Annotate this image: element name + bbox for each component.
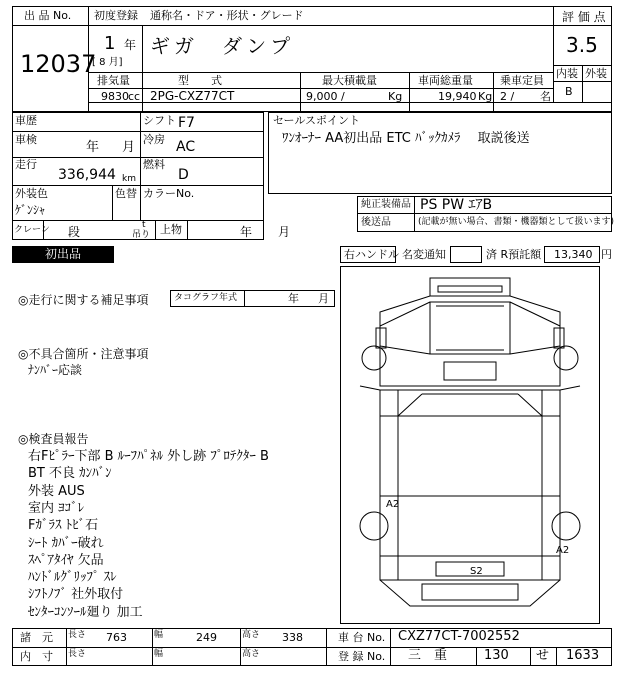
inner-width-label: 幅: [154, 649, 164, 659]
inspector-report-line: ｽﾍﾟｱﾀｲﾔ 欠品: [28, 552, 104, 568]
windshield: [430, 302, 510, 354]
crane-hang: 吊り: [132, 230, 151, 240]
model-value: 2PG-CXZ77CT: [150, 89, 235, 103]
score-label: 評 価 点: [562, 10, 606, 24]
max-load-value: 9,000 /: [306, 90, 345, 103]
crane-ton: t: [142, 220, 146, 230]
outer-width-label: 幅: [154, 630, 164, 640]
damage-mark-left: A2: [386, 499, 400, 510]
upper-body-year: 年: [240, 225, 253, 239]
outer-width-value: 249: [196, 631, 217, 644]
lot-label: 出 品 No.: [24, 9, 72, 22]
sales-point-label: セールスポイント: [273, 114, 361, 127]
color-label: 外装色: [15, 187, 48, 200]
first-registration-label: 初度登録: [94, 9, 138, 22]
inspector-report-line: Fｶﾞﾗｽ ﾄﾋﾞ石: [28, 518, 99, 534]
driving-notes-label: ◎走行に関する補足事項: [18, 293, 149, 307]
inner-dimension-label: 内 寸: [20, 650, 53, 663]
first-listing-badge: 初出品: [12, 246, 114, 263]
registration-class: 130: [484, 648, 509, 663]
registration-kana: せ: [536, 648, 550, 663]
later-items-note: (記載が無い場合、書類・機器類として扱います): [418, 217, 615, 227]
outer-length-value: 763: [106, 631, 127, 644]
outer-length-label: 長さ: [68, 630, 87, 640]
color-number-label: カラーNo.: [143, 187, 195, 200]
tachograph-month: 月: [318, 292, 329, 305]
registration-label: 登 録 No.: [338, 650, 386, 663]
cab-top-panel: [430, 278, 510, 296]
interior-grade: B: [565, 85, 573, 98]
rear-right-wheel: [552, 512, 580, 540]
dash-panel: [444, 362, 496, 380]
recycle-label: 済 R預託額: [486, 248, 542, 261]
outer-height-label: 高さ: [242, 630, 261, 640]
inspector-report-line: 右Fﾋﾟﾗｰ下部 B ﾙｰﾌﾊﾟﾈﾙ 外し跡 ﾌﾟﾛﾃｸﾀｰ B: [28, 449, 269, 464]
cab-body: [380, 296, 560, 386]
front-right-wheel: [554, 346, 578, 370]
capacity-label: 乗車定員: [500, 74, 544, 87]
capacity-unit: 名: [540, 90, 551, 103]
upper-body-month: 月: [278, 225, 291, 239]
equipment-value: PS PW ｴｱB: [420, 197, 493, 213]
rear-left-wheel: [360, 512, 388, 540]
mileage-value: 336,944: [58, 167, 116, 183]
inner-length-label: 長さ: [68, 649, 87, 659]
damage-mark-rear: S2: [470, 566, 483, 577]
ac-value: AC: [176, 139, 196, 155]
inspector-report-line: 室内 ﾖｺﾞﾚ: [28, 500, 85, 516]
gross-weight-value: 19,940: [438, 90, 477, 103]
inspector-report-line: BT 不良 ｶﾝﾊﾞﾝ: [28, 466, 112, 482]
inspection-label: 車検: [15, 133, 37, 146]
registration-year-unit: 年: [124, 38, 137, 52]
exterior-label: 外装: [585, 67, 607, 80]
inspector-report-line: 外装 AUS: [28, 483, 85, 499]
displacement-unit: cc: [128, 90, 141, 103]
recycle-value: 13,340: [554, 248, 593, 261]
gross-weight-unit: Kg: [478, 90, 493, 103]
name-change-box: [450, 246, 482, 263]
inspector-report-line: ｼﾌﾄﾉﾌﾞ 社外取付: [28, 587, 124, 603]
history-label: 車歴: [15, 114, 37, 127]
fuel-value: D: [178, 167, 189, 183]
front-left-wheel: [362, 346, 386, 370]
interior-label: 内装: [556, 67, 578, 80]
inspector-report-line: ｾﾝﾀｰｺﾝｿｰﾙ廻り 加工: [28, 604, 143, 620]
steering-value: 右ハンドル: [344, 248, 399, 261]
fuel-label: 燃料: [143, 158, 165, 171]
max-load-unit: Kg: [388, 90, 403, 103]
shift-value: F7: [178, 115, 195, 131]
model-label: 型 式: [178, 74, 222, 87]
car-name: ギガ ダンプ: [150, 34, 295, 58]
inspector-report-label: ◎検査員報告: [18, 432, 89, 446]
chassis-label: 車 台 No.: [338, 631, 386, 644]
equipment-label: 純正装備品: [361, 199, 411, 210]
left-mirror: [376, 328, 386, 348]
sales-point-text: ﾜﾝｵｰﾅｰ AA初出品 ETC ﾊﾞｯｸｶﾒﾗ 取説後送: [282, 131, 530, 146]
outer-dimension-label: 諸 元: [20, 631, 53, 644]
registration-month: [ 8 月]: [92, 57, 123, 68]
gross-weight-label: 車両総重量: [418, 74, 473, 87]
lot-number: 12037: [20, 50, 97, 78]
registration-number: 1633: [566, 648, 600, 663]
registration-year: 1: [104, 33, 116, 54]
inspection-month: 月: [122, 140, 136, 155]
damage-mark-right: A2: [556, 545, 570, 556]
inner-height-label: 高さ: [242, 649, 261, 659]
later-items-label: 後送品: [361, 217, 391, 228]
crane-stage: 段: [68, 225, 81, 239]
name-grade-label: 通称名・ドア・形状・グレード: [150, 9, 304, 22]
inspection-year: 年: [86, 140, 100, 155]
displacement-label: 排気量: [97, 74, 130, 87]
ac-label: 冷房: [143, 133, 165, 146]
inspector-report-line: ｼｰﾄ ｶﾊﾞｰ破れ: [28, 535, 104, 551]
cargo-bed: [380, 390, 560, 580]
name-change-label: 名変通知: [402, 248, 446, 261]
mileage-unit: km: [122, 174, 136, 184]
score-value: 3.5: [566, 33, 598, 57]
recycle-unit: 円: [601, 248, 612, 261]
displacement-value: 9830: [101, 90, 129, 103]
tachograph-label: タコグラフ年式: [174, 293, 238, 303]
color-value: ｹﾞﾝｼｬ: [15, 203, 46, 217]
inspector-report-line: ﾊﾝﾄﾞﾙｸﾞﾘｯﾌﾟ ｽﾚ: [28, 570, 117, 586]
capacity-value: 2 /: [500, 90, 515, 103]
defect-notes-text: ﾅﾝﾊﾞｰ応談: [28, 363, 83, 377]
tachograph-year: 年: [288, 292, 299, 305]
registration-region: 三 重: [408, 648, 448, 663]
color-change-label: 色替: [115, 187, 137, 200]
right-mirror: [554, 328, 564, 348]
shift-label: シフト: [143, 114, 176, 127]
crane-label: クレーン: [14, 225, 50, 235]
max-load-label: 最大積載量: [322, 74, 377, 87]
mileage-label: 走行: [15, 158, 37, 171]
outer-height-value: 338: [282, 631, 303, 644]
defect-notes-label: ◎不具合箇所・注意事項: [18, 347, 149, 361]
upper-body-label: 上物: [160, 223, 182, 236]
chassis-value: CXZ77CT-7002552: [398, 629, 520, 644]
